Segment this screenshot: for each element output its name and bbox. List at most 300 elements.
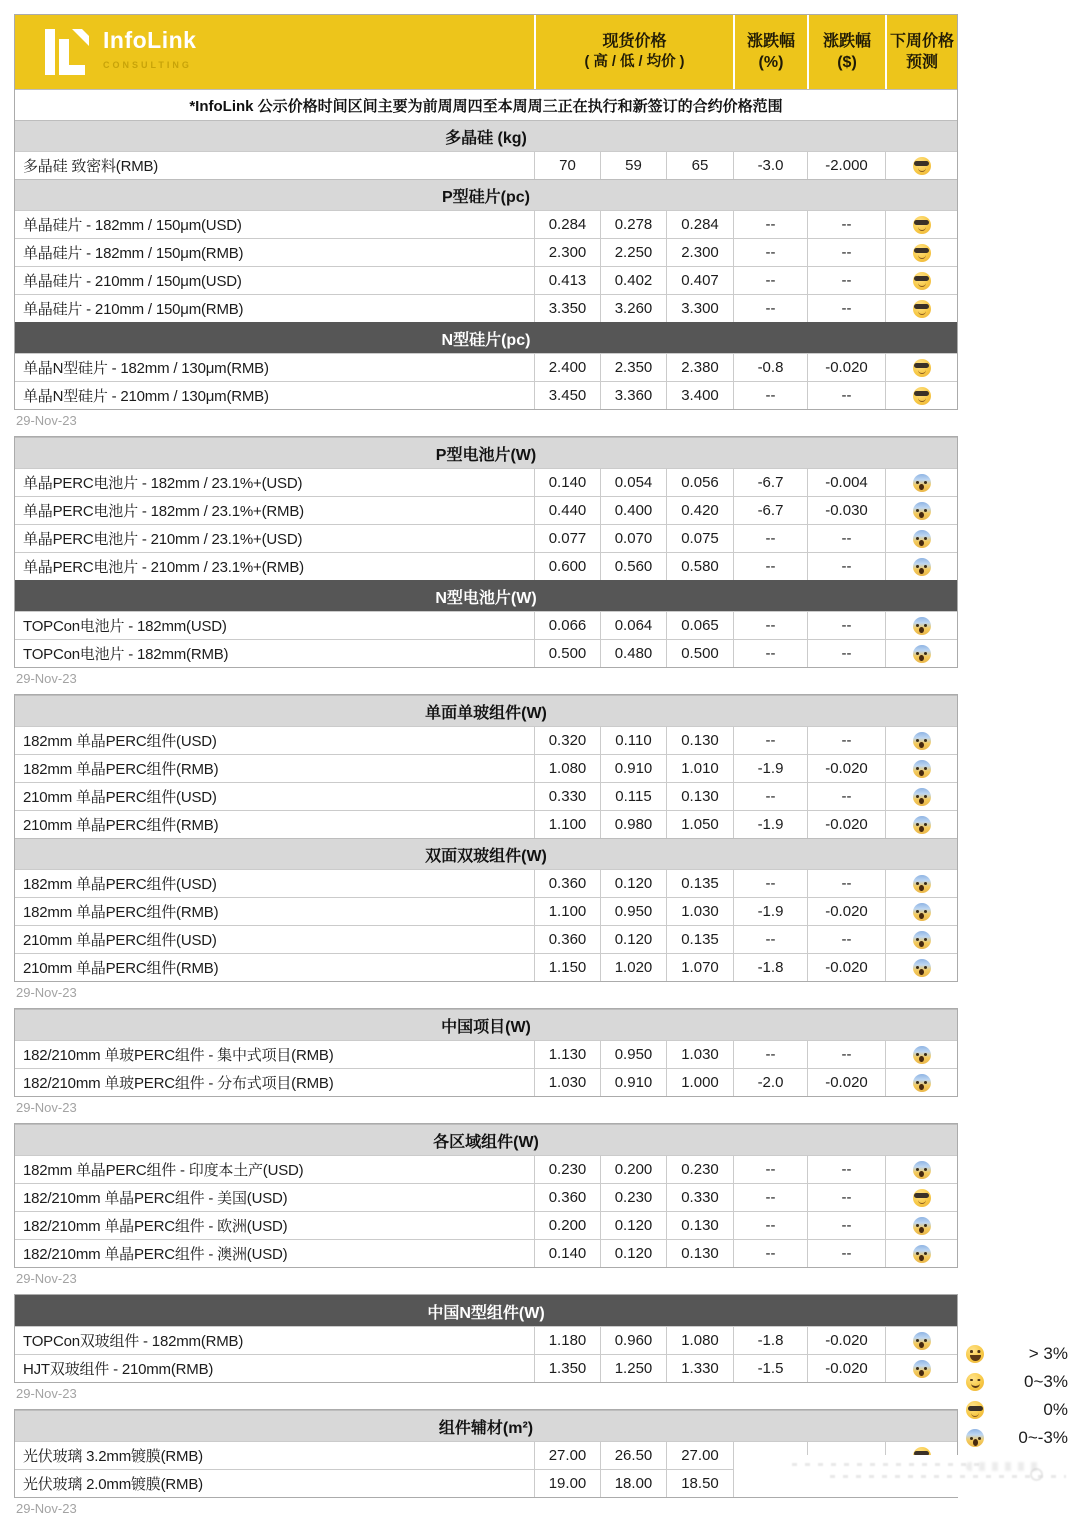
forecast-cell xyxy=(885,926,957,953)
date-label: 29-Nov-23 xyxy=(16,1271,77,1286)
price-high: 19.00 xyxy=(534,1470,600,1497)
table-row xyxy=(15,1040,957,1068)
row-label: TOPCon电池片 - 182mm(RMB) xyxy=(23,646,229,663)
column-header-change-pct: 涨跌幅 (%) xyxy=(733,15,807,89)
section-header: 中国项目(W) xyxy=(15,1009,957,1040)
forecast-cell xyxy=(885,612,957,639)
row-label: 光伏玻璃 2.0mm镀膜(RMB) xyxy=(23,1476,203,1493)
row-label: 210mm 单晶PERC组件(USD) xyxy=(23,932,217,949)
price-low: 26.50 xyxy=(600,1442,666,1469)
sunglasses-emoji-icon xyxy=(913,157,931,175)
price-high: 2.300 xyxy=(534,239,600,266)
price-high: 0.413 xyxy=(534,267,600,294)
price-avg: 0.284 xyxy=(666,211,733,238)
brand-name: InfoLink xyxy=(103,27,197,53)
scream-emoji-icon xyxy=(913,760,931,778)
change-usd: -- xyxy=(807,1212,885,1239)
price-avg: 0.065 xyxy=(666,612,733,639)
section-header: N型电池片(W) xyxy=(15,580,957,611)
table-row xyxy=(15,953,957,981)
disclaimer-note: *InfoLink 公示价格时间区间主要为前周周四至本周周三正在执行和新签订的合约价格范围 xyxy=(15,89,957,120)
table-row xyxy=(15,639,957,667)
price-table-block xyxy=(14,436,958,668)
table-blocks-container xyxy=(14,413,958,1514)
row-label: 182mm 单晶PERC组件 - 印度本土产(USD) xyxy=(23,1162,304,1179)
price-low: 0.070 xyxy=(600,525,666,552)
price-low: 1.250 xyxy=(600,1355,666,1382)
change-usd: -0.020 xyxy=(807,1069,885,1096)
table-row xyxy=(15,266,957,294)
change-usd: -2.000 xyxy=(807,152,885,179)
price-high: 0.140 xyxy=(534,469,600,496)
date-label: 29-Nov-23 xyxy=(16,1386,77,1401)
change-pct: -6.7 xyxy=(733,469,807,496)
price-low: 3.260 xyxy=(600,295,666,322)
date-label: 29-Nov-23 xyxy=(16,671,77,686)
table-row xyxy=(15,1211,957,1239)
sunglasses-emoji-icon xyxy=(913,272,931,290)
change-pct: -- xyxy=(733,612,807,639)
change-usd: -- xyxy=(807,612,885,639)
scream-emoji-icon xyxy=(913,1360,931,1378)
scream-emoji-icon xyxy=(913,1161,931,1179)
change-usd: -- xyxy=(807,1156,885,1183)
erased-watermark-remnant xyxy=(792,1463,982,1466)
forecast-cell xyxy=(885,1240,957,1267)
change-pct: -2.0 xyxy=(733,1069,807,1096)
price-low: 0.064 xyxy=(600,612,666,639)
price-high: 0.360 xyxy=(534,926,600,953)
change-usd: -0.020 xyxy=(807,1355,885,1382)
column-header-forecast: 下周价格 预测 xyxy=(885,15,957,89)
change-pct: -- xyxy=(733,1156,807,1183)
table-row xyxy=(15,726,957,754)
price-high: 0.140 xyxy=(534,1240,600,1267)
table-row xyxy=(15,294,957,322)
forecast-cell xyxy=(885,640,957,667)
change-usd: -0.030 xyxy=(807,497,885,524)
price-avg: 0.135 xyxy=(666,926,733,953)
scream-emoji-icon xyxy=(913,558,931,576)
price-low: 0.910 xyxy=(600,755,666,782)
price-table-block xyxy=(14,1294,958,1383)
change-pct: -- xyxy=(733,727,807,754)
column-header-change-usd: 涨跌幅 ($) xyxy=(807,15,885,89)
change-usd: -- xyxy=(807,870,885,897)
scream-emoji-icon xyxy=(913,903,931,921)
price-high: 1.350 xyxy=(534,1355,600,1382)
change-pct: -3.0 xyxy=(733,152,807,179)
row-label: 单晶PERC电池片 - 210mm / 23.1%+(USD) xyxy=(23,531,303,548)
price-high: 3.350 xyxy=(534,295,600,322)
change-usd: -- xyxy=(807,926,885,953)
price-low: 0.400 xyxy=(600,497,666,524)
forecast-cell xyxy=(885,783,957,810)
price-avg: 0.580 xyxy=(666,553,733,580)
spot-price-title: 现货价格 xyxy=(602,33,667,50)
table-row xyxy=(15,552,957,580)
smile-emoji-icon xyxy=(966,1373,984,1391)
price-high: 0.066 xyxy=(534,612,600,639)
row-label: 182mm 单晶PERC组件(RMB) xyxy=(23,904,219,921)
infolink-logo-icon xyxy=(45,29,89,75)
scream-emoji-icon xyxy=(913,1046,931,1064)
price-low: 1.020 xyxy=(600,954,666,981)
brand-cell xyxy=(15,15,534,89)
row-label: TOPCon电池片 - 182mm(USD) xyxy=(23,618,227,635)
row-label: 光伏玻璃 3.2mm镀膜(RMB) xyxy=(23,1448,203,1465)
change-usd: -0.020 xyxy=(807,898,885,925)
price-high: 0.230 xyxy=(534,1156,600,1183)
table-row xyxy=(15,1354,957,1382)
row-label: 单晶N型硅片 - 182mm / 130μm(RMB) xyxy=(23,360,269,377)
row-label: 182/210mm 单玻PERC组件 - 集中式项目(RMB) xyxy=(23,1047,334,1064)
row-label: 182mm 单晶PERC组件(RMB) xyxy=(23,761,219,778)
scream-emoji-icon xyxy=(913,788,931,806)
table-row xyxy=(15,524,957,552)
forecast-cell xyxy=(885,152,957,179)
price-high: 1.180 xyxy=(534,1327,600,1354)
price-high: 0.200 xyxy=(534,1212,600,1239)
forecast-cell xyxy=(885,267,957,294)
spot-price-subtitle: ( 高 / 低 / 均价 ) xyxy=(584,54,685,70)
row-label: 多晶硅 致密料(RMB) xyxy=(23,158,159,175)
change-usd: -- xyxy=(807,239,885,266)
price-avg: 1.010 xyxy=(666,755,733,782)
price-table-block xyxy=(14,1008,958,1097)
change-usd: -0.020 xyxy=(807,755,885,782)
table-row xyxy=(15,782,957,810)
change-usd: -- xyxy=(807,1184,885,1211)
price-avg: 0.135 xyxy=(666,870,733,897)
change-usd: -- xyxy=(807,267,885,294)
row-label: TOPCon双玻组件 - 182mm(RMB) xyxy=(23,1333,244,1350)
price-low: 2.350 xyxy=(600,354,666,381)
legend-item xyxy=(956,1452,1074,1480)
legend-label: 0~3% xyxy=(1024,1372,1068,1391)
change-usd: -- xyxy=(807,640,885,667)
table-row xyxy=(15,1155,957,1183)
forecast-cell xyxy=(885,1355,957,1382)
price-avg: 0.420 xyxy=(666,497,733,524)
forecast-cell xyxy=(885,1212,957,1239)
change-pct: -- xyxy=(733,553,807,580)
column-header-spot-price xyxy=(534,15,733,89)
date-label: 29-Nov-23 xyxy=(16,413,77,428)
price-avg: 1.000 xyxy=(666,1069,733,1096)
row-label: 210mm 单晶PERC组件(RMB) xyxy=(23,817,219,834)
section-header: 各区域组件(W) xyxy=(15,1124,957,1155)
price-avg: 0.130 xyxy=(666,1212,733,1239)
price-high: 0.330 xyxy=(534,783,600,810)
scream-emoji-icon xyxy=(913,617,931,635)
price-avg: 0.230 xyxy=(666,1156,733,1183)
row-label: 单晶PERC电池片 - 182mm / 23.1%+(USD) xyxy=(23,475,303,492)
section-header: 单面单玻组件(W) xyxy=(15,695,957,726)
row-label: 单晶硅片 - 182mm / 150μm(USD) xyxy=(23,217,242,234)
date-label: 29-Nov-23 xyxy=(16,985,77,1000)
change-usd: -- xyxy=(807,783,885,810)
price-high: 27.00 xyxy=(534,1442,600,1469)
brand-text xyxy=(103,28,196,76)
price-low: 18.00 xyxy=(600,1470,666,1497)
row-label: 单晶N型硅片 - 210mm / 130μm(RMB) xyxy=(23,388,269,405)
table-row xyxy=(15,496,957,524)
change-pct: -- xyxy=(733,870,807,897)
price-high: 0.284 xyxy=(534,211,600,238)
price-high: 2.400 xyxy=(534,354,600,381)
price-avg: 18.50 xyxy=(666,1470,733,1497)
row-label: HJT双玻组件 - 210mm(RMB) xyxy=(23,1361,214,1378)
price-avg: 0.130 xyxy=(666,1240,733,1267)
change-usd: -- xyxy=(807,553,885,580)
price-low: 0.402 xyxy=(600,267,666,294)
change-pct: -0.8 xyxy=(733,354,807,381)
change-pct: -- xyxy=(733,382,807,409)
table-row xyxy=(15,925,957,953)
change-pct: -1.5 xyxy=(733,1355,807,1382)
change-pct: -- xyxy=(733,295,807,322)
price-avg: 1.030 xyxy=(666,1041,733,1068)
legend-label: > 3% xyxy=(1028,1344,1068,1363)
legend-item xyxy=(956,1396,1074,1424)
price-low: 0.950 xyxy=(600,898,666,925)
price-table-block xyxy=(14,694,958,982)
table-row xyxy=(15,353,957,381)
forecast-cell xyxy=(885,954,957,981)
row-label: 182mm 单晶PERC组件(USD) xyxy=(23,733,217,750)
change-pct: -6.7 xyxy=(733,497,807,524)
section-header: 组件辅材(m²) xyxy=(15,1410,957,1441)
price-low: 0.120 xyxy=(600,1212,666,1239)
price-high: 1.030 xyxy=(534,1069,600,1096)
row-label: 182/210mm 单晶PERC组件 - 欧洲(USD) xyxy=(23,1218,288,1235)
price-low: 0.960 xyxy=(600,1327,666,1354)
change-pct: -- xyxy=(733,1184,807,1211)
change-usd: -- xyxy=(807,727,885,754)
price-low: 0.120 xyxy=(600,870,666,897)
sunglasses-emoji-icon xyxy=(966,1401,984,1419)
section-header: 中国N型组件(W) xyxy=(15,1295,957,1326)
price-high: 3.450 xyxy=(534,382,600,409)
price-high: 0.600 xyxy=(534,553,600,580)
price-low: 0.230 xyxy=(600,1184,666,1211)
price-high: 0.360 xyxy=(534,1184,600,1211)
row-label: 单晶PERC电池片 - 210mm / 23.1%+(RMB) xyxy=(23,559,304,576)
legend-label: 0% xyxy=(1043,1400,1068,1419)
table-row xyxy=(15,810,957,838)
price-low: 0.120 xyxy=(600,926,666,953)
price-avg: 65 xyxy=(666,152,733,179)
change-pct: -- xyxy=(733,239,807,266)
row-label: 单晶硅片 - 182mm / 150μm(RMB) xyxy=(23,245,244,262)
price-high: 1.150 xyxy=(534,954,600,981)
price-low: 0.278 xyxy=(600,211,666,238)
forecast-cell xyxy=(885,354,957,381)
price-low: 0.120 xyxy=(600,1240,666,1267)
scream-emoji-icon xyxy=(913,1217,931,1235)
section-header: P型硅片(pc) xyxy=(15,179,957,210)
forecast-cell xyxy=(885,525,957,552)
forecast-cell xyxy=(885,553,957,580)
forecast-cell xyxy=(885,1184,957,1211)
row-label: 单晶PERC电池片 - 182mm / 23.1%+(RMB) xyxy=(23,503,304,520)
price-low: 0.054 xyxy=(600,469,666,496)
price-high: 0.077 xyxy=(534,525,600,552)
price-low: 3.360 xyxy=(600,382,666,409)
table-row xyxy=(15,1239,957,1267)
scream-emoji-icon xyxy=(913,732,931,750)
price-avg: 0.130 xyxy=(666,783,733,810)
price-avg: 1.080 xyxy=(666,1327,733,1354)
forecast-cell xyxy=(885,469,957,496)
forecast-cell xyxy=(885,382,957,409)
forecast-legend xyxy=(956,1340,1074,1480)
table-row xyxy=(15,238,957,266)
brand-subtitle: CONSULTING xyxy=(103,60,192,70)
change-usd: -- xyxy=(807,211,885,238)
scream-emoji-icon xyxy=(913,530,931,548)
price-avg: 2.300 xyxy=(666,239,733,266)
table-row xyxy=(15,869,957,897)
table-row xyxy=(15,468,957,496)
sunglasses-emoji-icon xyxy=(913,216,931,234)
scream-emoji-icon xyxy=(913,474,931,492)
price-low: 0.115 xyxy=(600,783,666,810)
price-high: 1.130 xyxy=(534,1041,600,1068)
scream-emoji-icon xyxy=(913,1074,931,1092)
change-usd: -- xyxy=(807,525,885,552)
price-avg: 3.400 xyxy=(666,382,733,409)
price-high: 0.360 xyxy=(534,870,600,897)
legend-item xyxy=(956,1368,1074,1396)
scream-emoji-icon xyxy=(913,931,931,949)
price-avg: 1.050 xyxy=(666,811,733,838)
legend-label: 0~-3% xyxy=(1018,1428,1068,1447)
change-pct: -1.8 xyxy=(733,954,807,981)
change-usd: -- xyxy=(807,382,885,409)
sunglasses-emoji-icon xyxy=(913,300,931,318)
row-label: 单晶硅片 - 210mm / 150μm(USD) xyxy=(23,273,242,290)
price-high: 1.100 xyxy=(534,811,600,838)
change-usd: -0.020 xyxy=(807,811,885,838)
change-usd: -0.020 xyxy=(807,1327,885,1354)
price-low: 0.910 xyxy=(600,1069,666,1096)
sunglasses-emoji-icon xyxy=(913,387,931,405)
price-avg: 1.070 xyxy=(666,954,733,981)
price-high: 70 xyxy=(534,152,600,179)
table-row xyxy=(15,210,957,238)
price-low: 0.110 xyxy=(600,727,666,754)
date-label: 29-Nov-23 xyxy=(16,1100,77,1115)
change-pct: -- xyxy=(733,211,807,238)
scream-emoji-icon xyxy=(913,959,931,977)
change-usd: -- xyxy=(807,1041,885,1068)
change-usd: -0.004 xyxy=(807,469,885,496)
row-label: 182mm 单晶PERC组件(USD) xyxy=(23,876,217,893)
price-avg: 0.075 xyxy=(666,525,733,552)
scream-emoji-icon xyxy=(966,1429,984,1447)
table-row xyxy=(15,754,957,782)
section-header: 多晶硅 (kg) xyxy=(15,120,957,151)
scream-emoji-icon xyxy=(913,1332,931,1350)
scream-emoji-icon xyxy=(913,645,931,663)
change-pct: -1.9 xyxy=(733,755,807,782)
price-high: 0.320 xyxy=(534,727,600,754)
change-pct: -- xyxy=(733,1212,807,1239)
table-row xyxy=(15,611,957,639)
legend-item xyxy=(956,1424,1074,1452)
date-label: 29-Nov-23 xyxy=(16,1501,77,1514)
forecast-cell xyxy=(885,1327,957,1354)
scream-emoji-icon xyxy=(913,816,931,834)
price-low: 0.980 xyxy=(600,811,666,838)
forecast-cell xyxy=(885,811,957,838)
price-high: 0.440 xyxy=(534,497,600,524)
price-avg: 3.300 xyxy=(666,295,733,322)
sunglasses-emoji-icon xyxy=(913,359,931,377)
legend-item xyxy=(956,1340,1074,1368)
change-usd: -0.020 xyxy=(807,954,885,981)
forecast-cell xyxy=(885,727,957,754)
change-pct: -1.8 xyxy=(733,1327,807,1354)
price-low: 0.480 xyxy=(600,640,666,667)
price-high: 1.100 xyxy=(534,898,600,925)
forecast-cell xyxy=(885,497,957,524)
section-header: N型硅片(pc) xyxy=(15,322,957,353)
row-label: 210mm 单晶PERC组件(RMB) xyxy=(23,960,219,977)
price-low: 0.200 xyxy=(600,1156,666,1183)
forecast-cell xyxy=(885,1069,957,1096)
forecast-cell xyxy=(885,1041,957,1068)
change-usd: -- xyxy=(807,295,885,322)
table-row xyxy=(15,1068,957,1096)
price-high: 1.080 xyxy=(534,755,600,782)
change-pct: -- xyxy=(733,525,807,552)
price-avg: 1.030 xyxy=(666,898,733,925)
forecast-cell xyxy=(885,755,957,782)
change-pct: -- xyxy=(733,783,807,810)
row-label: 182/210mm 单晶PERC组件 - 美国(USD) xyxy=(23,1190,288,1207)
change-pct: -- xyxy=(733,926,807,953)
price-low: 0.560 xyxy=(600,553,666,580)
table-row xyxy=(15,1326,957,1354)
forecast-cell xyxy=(885,898,957,925)
scream-emoji-icon xyxy=(913,502,931,520)
price-avg: 1.330 xyxy=(666,1355,733,1382)
change-usd: -- xyxy=(807,1240,885,1267)
table-row xyxy=(15,381,957,409)
section-header: 双面双玻组件(W) xyxy=(15,838,957,869)
row-label: 182/210mm 单晶PERC组件 - 澳洲(USD) xyxy=(23,1246,288,1263)
price-table-block xyxy=(14,1123,958,1268)
table-row xyxy=(15,151,957,179)
forecast-cell xyxy=(885,1156,957,1183)
price-low: 0.950 xyxy=(600,1041,666,1068)
section-header: P型电池片(W) xyxy=(15,437,957,468)
price-avg: 0.130 xyxy=(666,727,733,754)
price-avg: 2.380 xyxy=(666,354,733,381)
main-table-block xyxy=(14,14,958,410)
row-label: 210mm 单晶PERC组件(USD) xyxy=(23,789,217,806)
price-avg: 0.330 xyxy=(666,1184,733,1211)
table-row xyxy=(15,897,957,925)
price-low: 59 xyxy=(600,152,666,179)
forecast-cell xyxy=(885,295,957,322)
price-avg: 0.407 xyxy=(666,267,733,294)
price-avg: 0.056 xyxy=(666,469,733,496)
sunglasses-emoji-icon xyxy=(913,244,931,262)
